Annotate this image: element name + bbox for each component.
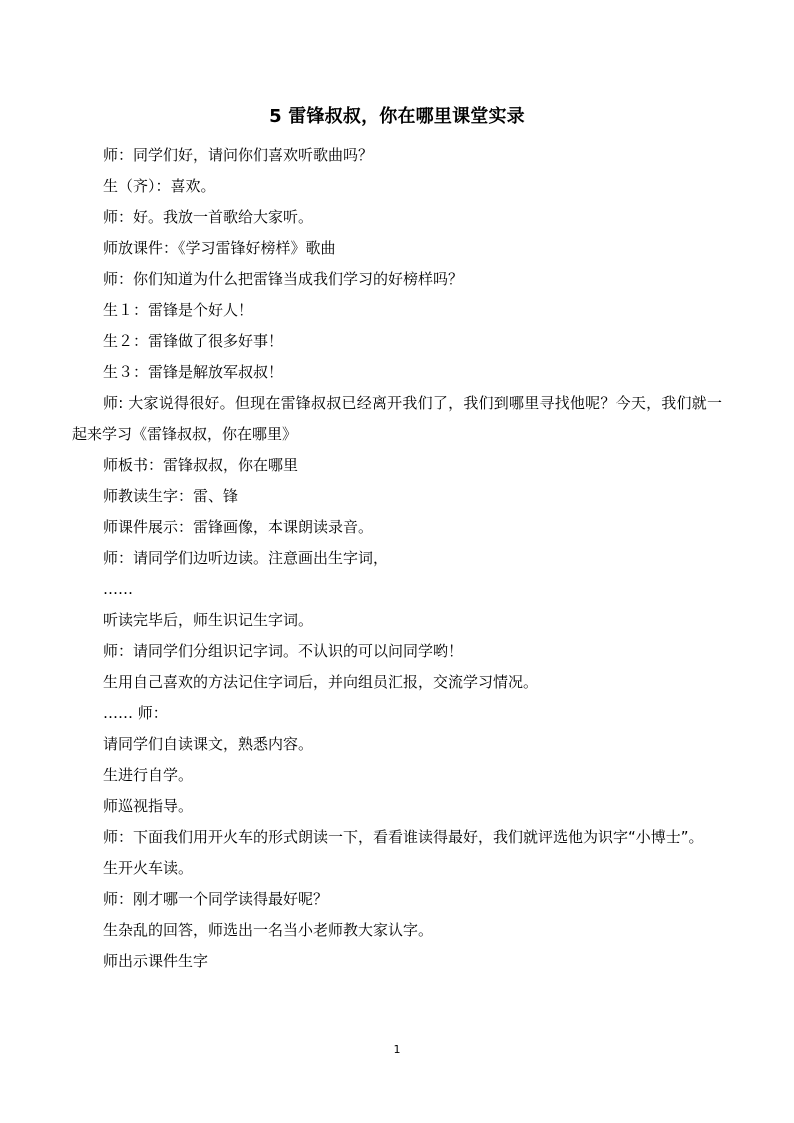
paragraph: 师：请同学们分组识记字词。不认识的可以问同学哟！	[103, 642, 464, 660]
paragraph: 生用自己喜欢的方法记住字词后，并向组员汇报，交流学习情况。	[103, 673, 539, 691]
paragraph: 生杂乱的回答，师选出一名当小老师教大家认字。	[103, 921, 434, 939]
paragraph: 师：刚才哪一个同学读得最好呢？	[103, 890, 329, 908]
paragraph: ……	[103, 580, 133, 598]
paragraph: 生１：雷锋是个好人！	[103, 301, 254, 319]
paragraph: 师：好。我放一首歌给大家听。	[103, 208, 314, 226]
paragraph: …… 师：	[103, 704, 168, 722]
paragraph: 师: 大家说得很好。但现在雷锋叔叔已经离开我们了，我们到哪里寻找他呢？今天，我们就一起来学习《雷锋叔叔，你在哪里》	[72, 394, 722, 443]
paragraph: 请同学们自读课文，熟悉内容。	[103, 735, 314, 753]
paragraph: 生开火车读。	[103, 859, 194, 877]
paragraph: 师放课件：《学习雷锋好榜样》歌曲	[103, 239, 336, 257]
document-title: 5 雷锋叔叔，你在哪里课堂实录	[269, 106, 525, 127]
paragraph: 师课件展示：雷锋画像，本课朗读录音。	[103, 518, 374, 536]
paragraph: 生２：雷锋做了很多好事！	[103, 332, 284, 350]
paragraph: 师：下面我们用开火车的形式朗读一下，看看谁读得最好，我们就评选他为识字“小博士”。	[103, 828, 704, 846]
paragraph: 师教读生字：雷、锋	[103, 487, 239, 505]
paragraph: 生３：雷锋是解放军叔叔！	[103, 363, 284, 381]
paragraph: 听读完毕后，师生识记生字词。	[103, 611, 314, 629]
paragraph: 师出示课件生字	[103, 952, 209, 970]
paragraph: 师：请同学们边听边读。注意画出生字词，	[103, 549, 389, 567]
paragraph: 师：你们知道为什么把雷锋当成我们学习的好榜样吗？	[103, 270, 464, 288]
paragraph: 师巡视指导。	[103, 797, 194, 815]
paragraph: 师板书：雷锋叔叔，你在哪里	[103, 456, 299, 474]
paragraph: 生（齐）：喜欢。	[103, 177, 216, 195]
paragraph: 师：同学们好，请问你们喜欢听歌曲吗？	[103, 146, 374, 164]
page-number: 1	[393, 1043, 401, 1056]
document-body	[72, 140, 722, 977]
paragraph: 生进行自学。	[103, 766, 194, 784]
